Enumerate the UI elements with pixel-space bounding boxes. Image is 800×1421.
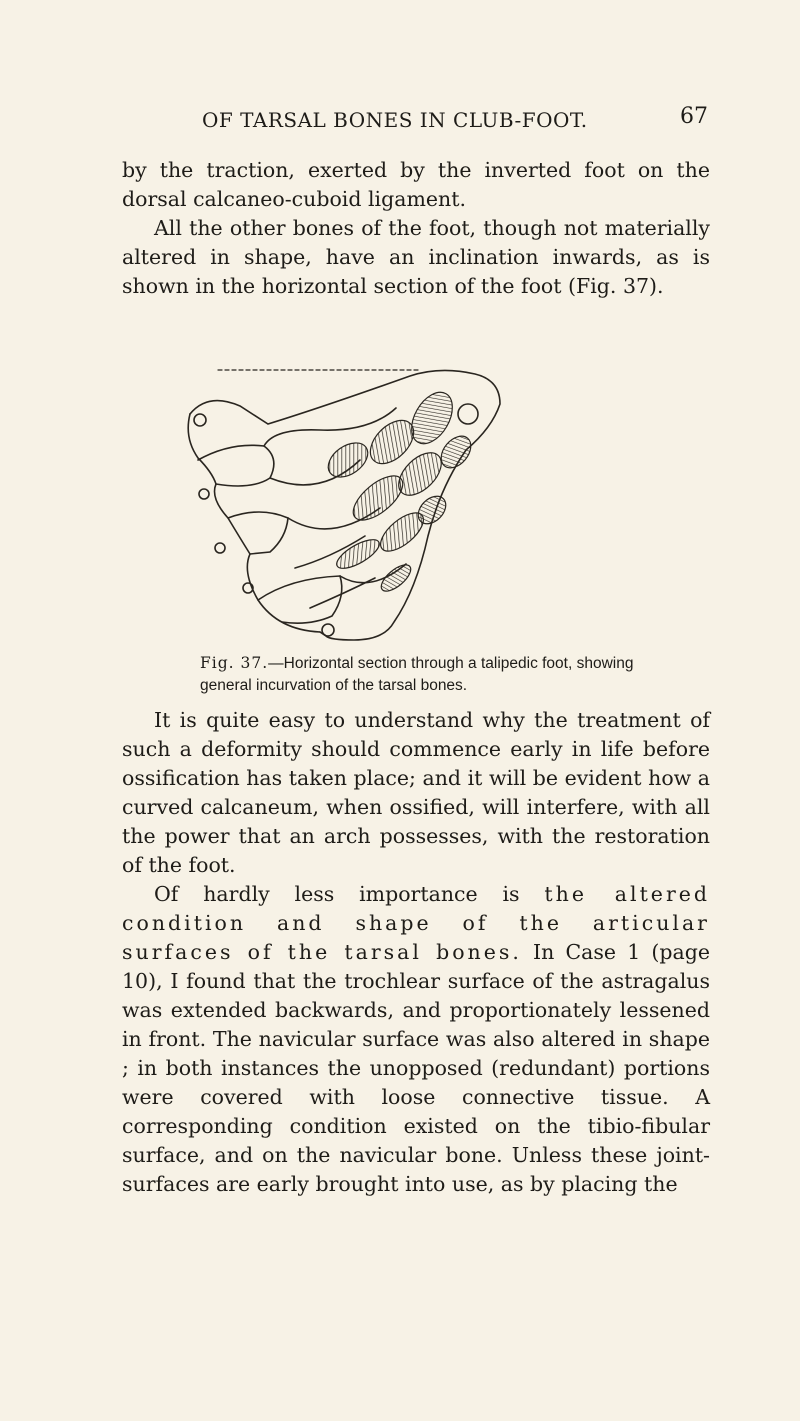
running-head: OF TARSAL BONES IN CLUB-FOOT. [202,108,588,132]
paragraph [122,880,710,1199]
text-block-bottom [122,706,710,1199]
page-number: 67 [680,104,708,129]
figure-caption-text: —Horizontal section through a talipedic foot, showing general incurvation of the tarsal bones. [200,655,634,694]
figure-label: Fig. 37. [200,654,269,672]
paragraph: by the traction, exerted by the inverted foot on the dorsal calcaneo-cuboid ligament. [122,158,710,211]
paragraph-lead: Of hardly less importance is [154,882,545,906]
spaced-emphasis: the altered condition and shape of the articular surfaces of the tarsal bones. [122,882,710,964]
paragraph: All the other bones of the foot, though not materially altered in shape, have an inclination inwards, as is shown in the horizontal section of the foot (Fig. 37). [122,216,710,298]
figure-illustration [170,368,610,654]
text-block-top [122,156,710,301]
figure-caption [200,652,650,697]
paragraph-continuation: In Case 1 (page 10), I found that the trochlear surface of the astragalus was extended backwards, and proportionately lessened in front. The navicular surface was also altered in shape ; in both instances the unopposed (redundant) portions were covered with loose connective tissue. A corresponding condition existed on the tibio-fibular surface, and on the navicular bone. Unless these joint-surfaces are early brought into use, as by placing the [122,940,710,1196]
paragraph: It is quite easy to understand why the treatment of such a deformity should commence early in life before ossification has taken place; and it will be evident how a curved calcaneum, when ossified, will interfere, with all the power that an arch possesses, with the restoration of the foot. [122,708,710,877]
